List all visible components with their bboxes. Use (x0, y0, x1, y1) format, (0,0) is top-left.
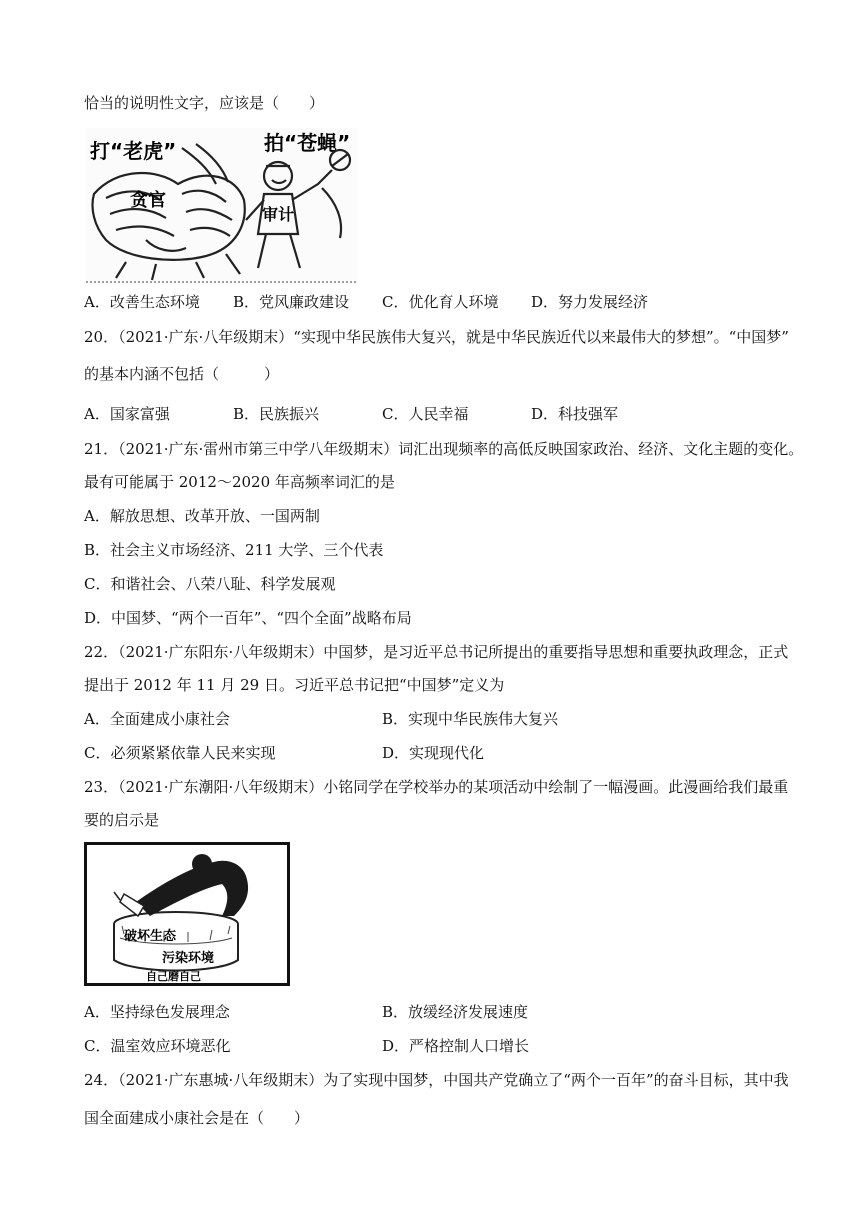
anti-corruption-cartoon (86, 128, 358, 284)
q23-option-a[interactable]: A．坚持绿色发展理念 (84, 1003, 230, 1021)
q23-option-b[interactable]: B．放缓经济发展速度 (382, 1003, 529, 1021)
q20-option-c[interactable]: C．人民幸福 (382, 405, 469, 423)
q20-option-a[interactable]: A．国家富强 (84, 405, 170, 423)
cartoon-left-caption: 打“老虎” (90, 139, 177, 163)
cartoon-right-caption: 拍“苍蝇” (264, 131, 351, 155)
self-grinding-cartoon (84, 842, 290, 986)
q21-option-c[interactable]: C．和谐社会、八荣八耻、科学发展观 (84, 575, 336, 593)
cartoon-caption: 自己磨自己 (146, 970, 201, 983)
cartoon-label-pollution: 污染环境 (162, 951, 215, 966)
q22-option-d[interactable]: D．实现现代化 (382, 744, 485, 762)
q24-stem-line2: 国全面建成小康社会是在（ ） (84, 1109, 310, 1127)
q23-stem-line2: 要的启示是 (84, 811, 160, 829)
person-label: 审计 (262, 205, 295, 224)
q23-option-c[interactable]: C．温室效应环境恶化 (84, 1037, 231, 1055)
q22-stem-line2: 提出于 2012 年 11 月 29 日。习近平总书记把“中国梦”定义为 (84, 676, 505, 694)
q19-option-d[interactable]: D．努力发展经济 (531, 293, 649, 311)
q20-stem-line2: 的基本内涵不包括（ ） (84, 365, 280, 383)
q22-option-a[interactable]: A．全面建成小康社会 (84, 710, 230, 728)
tiger-label: 贪官 (130, 190, 166, 211)
q21-stem-line1: 21．（2021·广东·雷州市第三中学八年级期末）词汇出现频率的高低反映国家政治、经济、文化主题的变化。 (84, 440, 804, 458)
cartoon-label-ecology: 破坏生态 (124, 929, 177, 944)
q21-option-d[interactable]: D．中国梦、“两个一百年”、“四个全面”战略布局 (84, 609, 412, 627)
q19-option-a[interactable]: A．改善生态环境 (84, 293, 200, 311)
q23-option-d[interactable]: D．严格控制人口增长 (382, 1037, 530, 1055)
q21-stem-line2: 最有可能属于 2012～2020 年高频率词汇的是 (84, 473, 395, 491)
q20-stem-line1: 20．（2021·广东·八年级期末）“实现中华民族伟大复兴，就是中华民族近代以来最伟大的梦想”。“中国梦” (84, 328, 789, 346)
q19-option-b[interactable]: B．党风廉政建设 (233, 293, 350, 311)
q22-option-b[interactable]: B．实现中华民族伟大复兴 (382, 710, 559, 728)
q24-stem-line1: 24．（2021·广东惠城·八年级期末）为了实现中国梦，中国共产党确立了“两个一百年”的奋斗目标，其中我 (84, 1071, 789, 1089)
q22-stem-line1: 22．（2021·广东阳东·八年级期末）中国梦，是习近平总书记所提出的重要指导思想和重要执政理念，正式 (84, 643, 789, 661)
q19-stem-tail: 恰当的说明性文字，应该是（ ） (84, 94, 325, 112)
q19-option-c[interactable]: C．优化育人环境 (382, 293, 499, 311)
q21-option-a[interactable]: A．解放思想、改革开放、一国两制 (84, 507, 320, 525)
q21-option-b[interactable]: B．社会主义市场经济、211 大学、三个代表 (84, 541, 384, 559)
q20-option-b[interactable]: B．民族振兴 (233, 405, 320, 423)
q22-option-c[interactable]: C．必须紧紧依靠人民来实现 (84, 744, 276, 762)
q20-option-d[interactable]: D．科技强军 (531, 405, 619, 423)
q23-stem-line1: 23．（2021·广东潮阳·八年级期末）小铭同学在学校举办的某项活动中绘制了一幅漫画。此漫画给我们最重 (84, 778, 789, 796)
